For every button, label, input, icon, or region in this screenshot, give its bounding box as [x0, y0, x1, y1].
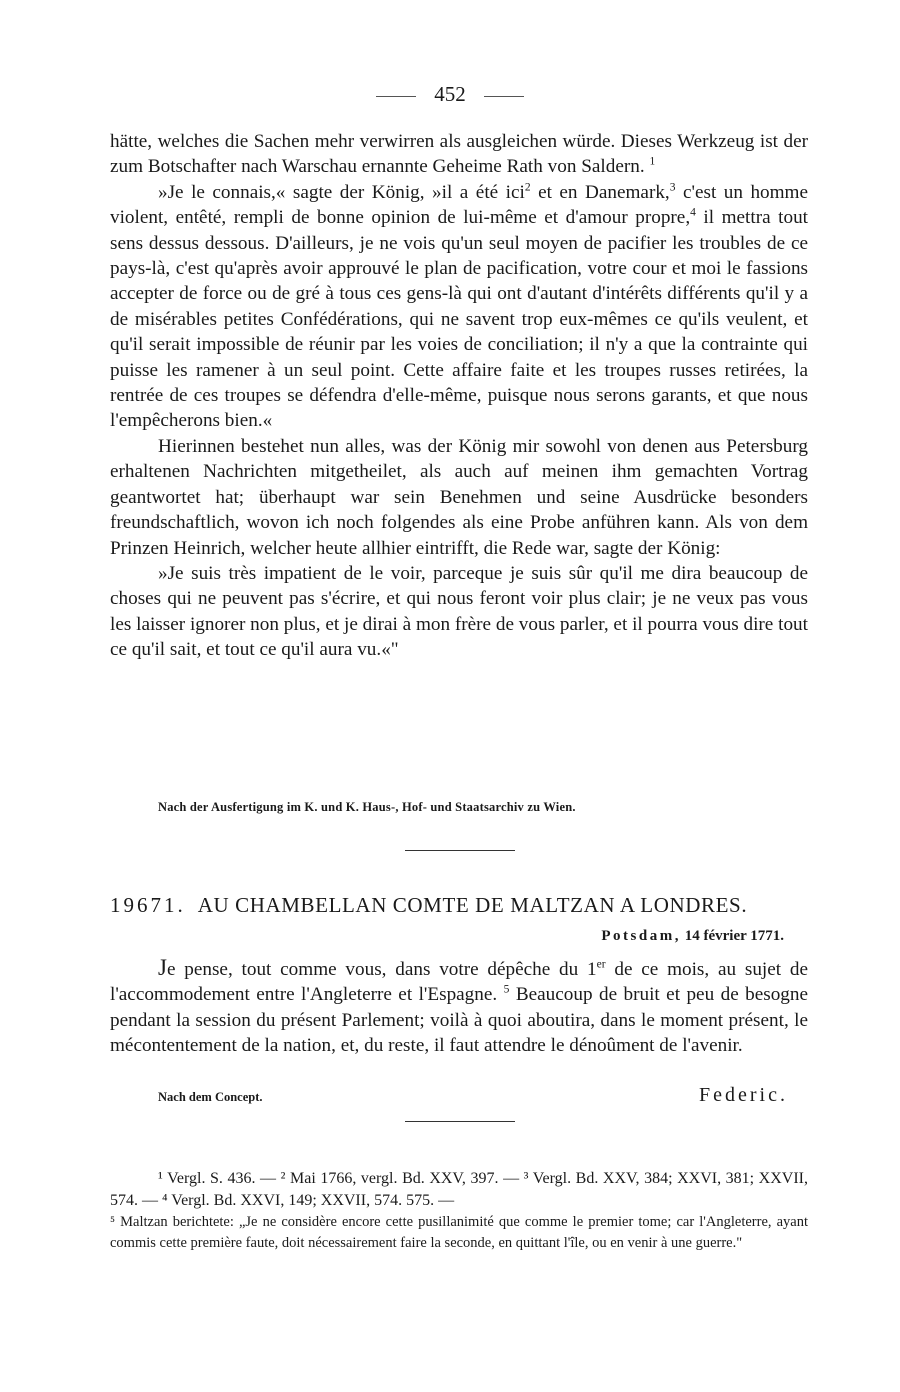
paragraph-2: »Je le connais,« sagte der König, »il a été ici$^2$ et en Danemark,$^3$ c'est un homme violent, entêté, rempli de bonne opinion de lui-même et d'amour propre,$^4$ il mettra tout sens dessus dessous. D'ailleurs, je ne vois qu'un seul moyen de pacifier les troubles de ce pays-là, c'est qu'après avoir approuvé le plan de pacification, votre cour et moi le fassions accepter de force ou de gré à tous ces gens-là qui ont d'autant d'intérêts différents qu'il y a de misérables petites Confédérations, qui ne savent trop eux-mêmes ce qu'ils veulent, et qu'il serait impossible de réunir par les voies de conciliation; il n'y a que la contrainte qui puisse les ramener à un seul point. Cette affaire faite et les troupes russes retirées, la rentrée de ces troupes se défendra d'elle-même, puisque nous serons garants, et que nous l'empêcherons bien.«	[110, 181, 808, 432]
footnote-ref-4: 4	[690, 206, 696, 219]
letter-heading	[110, 893, 808, 918]
footnote-ref-3: 3	[669, 181, 676, 194]
letter-paragraph: Je pense, tout comme vous, dans votre dépêche du 1er de ce mois, au sujet de l'accommodement entre l'Angleterre et l'Espagne. $^5$ Beaucoup de bruit et peu de besogne pendant la session du présent Parlement; voilà à quoi aboutira, dans le moment présent, le mécontentement de la nation, et, du reste, il faut attendre le dénoûment de l'avenir.	[110, 955, 809, 1057]
section-divider-1	[405, 850, 515, 851]
footnote-ref-5: 5	[503, 984, 510, 997]
source-note-2: Nach dem Concept.	[158, 1090, 263, 1104]
header-rule-left	[376, 96, 416, 97]
signature: Federic.	[699, 1084, 788, 1106]
footnotes	[110, 1168, 808, 1254]
paragraph-3: Hierinnen bestehet nun alles, was der König mir sowohl von denen aus Petersburg erhaltenen Nachrichten mitgetheilet, als auch auf meinen ihm gemachten Vortrag geantwortet hat; überhaupt war sein Benehmen und seine Ausdrücke besonders freundschaftlich, wovon ich noch folgendes als eine Probe anführen kann. Als von dem Prinzen Heinrich, welcher heute allhier eintrifft, die Rede war, sagte der König:	[110, 435, 808, 559]
source-note-1: Nach der Ausfertigung im K. und K. Haus-, Hof- und Staatsarchiv zu Wien.	[158, 800, 576, 814]
footnote-line-1: ¹ Vergl. S. 436. — ² Mai 1766, vergl. Bd. XXV, 397. — ³ Vergl. Bd. XXV, 384; XXVI, 381; XXVII, 574. — ⁴ Vergl. Bd. XXVI, 149; XXVII, 574. 575. —	[110, 1170, 808, 1209]
header-rule-right	[484, 96, 524, 97]
letter-place: Potsdam,	[601, 928, 681, 944]
paragraph-4: »Je suis très impatient de le voir, parceque je suis sûr qu'il me dira beaucoup de choses qui ne peuvent pas s'écrire, et qui nous feront voir plus clair; je ne veux pas vous les laisser ignorer non plus, et je dirai à mon frère de vous parler, et il pourra vous dire tout ce qu'il sait, et tout ce qu'il aura vu.«"	[110, 562, 808, 661]
letter-title: AU CHAMBELLAN COMTE DE MALTZAN A LONDRES.	[197, 893, 748, 917]
footnote-ref-1: 1	[649, 156, 656, 169]
letter-continuation	[110, 129, 808, 663]
footnote-line-2: ⁵ Maltzan berichtete: „Je ne considère encore cette pusillanimité que comme le premier tome; car l'Angleterre, ayant commis cette première faute, doit nécessairement faire la seconde, en quittant l'île, ou en venir à une guerre."	[110, 1214, 808, 1251]
page-header	[0, 82, 900, 107]
letter-number: 19671.	[110, 893, 186, 917]
letter-body	[110, 955, 808, 1059]
place-date	[601, 928, 784, 945]
page-number: 452	[434, 82, 466, 106]
paragraph-1: hätte, welches die Sachen mehr verwirren als ausgleichen würde. Dieses Werkzeug ist der zum Botschafter nach Warschau ernannte Geheime Rath von Saldern. $^1$	[110, 131, 808, 178]
footnote-ref-2: 2	[524, 181, 531, 194]
section-divider-2	[405, 1121, 515, 1122]
letter-date: 14 février 1771.	[684, 928, 784, 944]
initial-letter: J	[158, 955, 167, 980]
